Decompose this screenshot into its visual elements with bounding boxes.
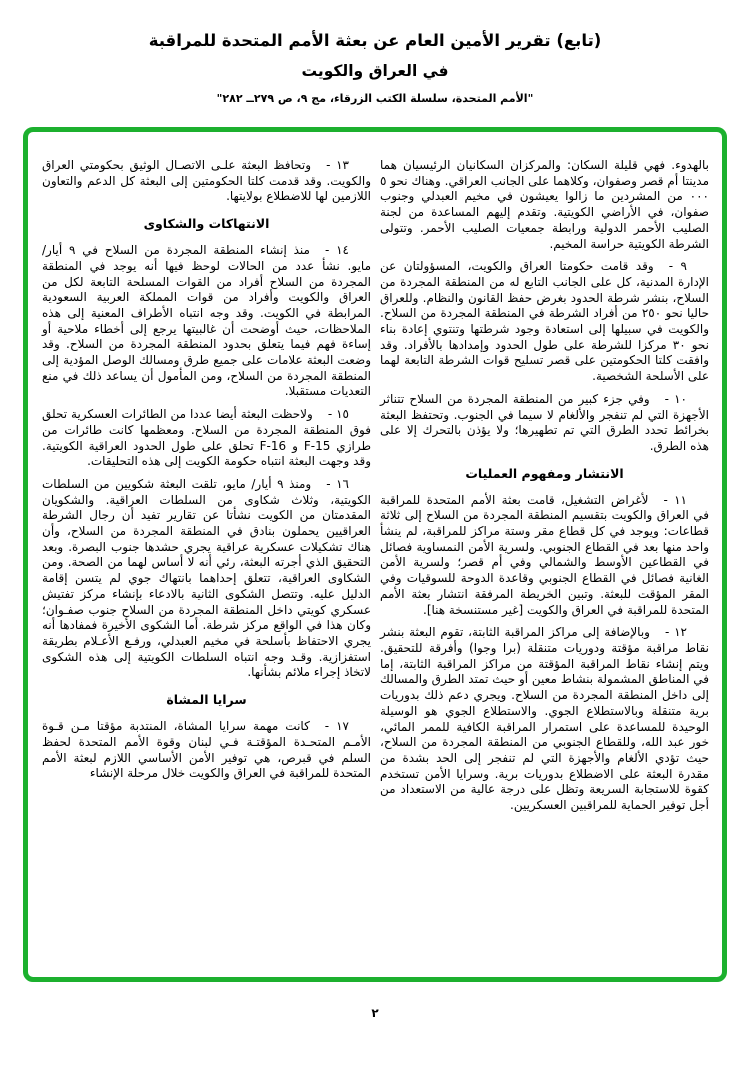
paragraph-text: لأغراض التشغيل، قامت بعثة الأمم المتحدة للمراقبة في العراق والكويت بتقسيم المنطقة المجردة من السلاح إلى ثلاثة قطاعات: ويوجد في كل قطاع مقر وستة مراكز للمراقبة، لم ينشأ واحد منها بعد في القطاع الجنوبي. ولسرية الأمن النمساوية فصائل في القطاعين الأوسط والشمالي وفي أم قصر؛ ولسرية الأمن الغانية فصائل في القطاع الجنوبي وقاعدة الدوحة للسوقيات وفي المقر المؤقت للبعثة. وتبين الخريطة المرفقة انتشار بعثة الأمم المتحدة للمراقبة في العراق والكويت [غير مستنسخة هنا]. bbox=[380, 492, 709, 617]
paragraph-14 bbox=[42, 243, 371, 400]
paragraph-text: وتحافظ البعثة علـى الاتصـال الوثيق بحكومتي العراق والكويت. وقد قدمت كلتا الحكومتين إلى البعثة كل الدعم والتعاون اللازمين لها للاضطلاع بولايتها. bbox=[42, 158, 371, 204]
paragraph-9 bbox=[380, 259, 709, 385]
paragraph-text: وبالإضافة إلى مراكز المراقبة الثابتة، تقوم البعثة بنشر نقاط مراقبة مؤقتة ودوريات متنقلة (برا وجوا) وأفرقة للتحقيق. ويتم إنشاء نقاط المراقبة المؤقتة من مراكز المراقبة الثابتة، إما في المناطق المشمولة بنشاط معين أو حيث تمتد الطرق والمسالك إلى داخل المنطقة المجردة من السلاح. ويجري دعم ذلك بدوريات برية متنقلة وبالاستطلاع الجوي. والاستطلاع الجوي هو الوسيلة الوحيدة للمساعدة على استمرار المراقبة الكافية للممر المائي، خور عبد الله، وللقطاع الجنوبي من المنطقة المجردة من السلاح، حيث تؤدي الألغام والأجهزة التي لم تنفجر إلى الحد بشدة من مقدرة البعثة على الاضطلاع بدوريات برية. وسرايا الأمن تستخدم كقوة للاستجابة السريعة وتظل على درجة عالية من الاستعداد من أجل توفير الحماية للمراقبين العسكريين. bbox=[380, 625, 709, 813]
section-heading-infantry: سرايا المشاة bbox=[166, 692, 247, 708]
paragraph-12 bbox=[380, 625, 709, 813]
paragraph-text: ومنذ ٩ أيار/ مايو، تلقت البعثة شكويين من السلطات الكويتية، وثلاث شكاوى من السلطات العراقية. والشكويان المقدمتان من الكويت نشأتا عن تقارير تفيد أن رجال الشرطة العراقيين يحملون بنادق في المنطقة المجردة من السلاح، وأن هناك تشكيلات عسكرية عراقية يجري حشدها جنوب البصرة. وبعد التحقيق الذي أجرته البعثة، رئي أنه لا أساس لهما من الصحة. ومن الشكاوى العراقية، تتعلق إحداهما بانتهاك جوي لم يتسن إقامة الدليل عليه. وتتصل الشكوى الثانية بالادعاء بإنشاء مركز تفتيش عسكري كويتي داخل المنطقة المجردة من السلاح جنوب صفـوان؛ وكان هذا في الواقع مركز شرطة. أما الشكوى الأخيرة فمفادها أنه يجري الاحتفاظ بأسلحة في مخيم العبدلي، ورفـع الأعـلام بطريقة استفزازية. وقـد وجه انتباه السلطات الكويتية إلى هذه الشكوى لاتخاذ إجراء ملائم بشأنها. bbox=[42, 476, 371, 680]
paragraph-16 bbox=[42, 477, 371, 681]
paragraph-number: ١٣ - bbox=[326, 158, 349, 172]
section-heading-deployment: الانتشار ومفهوم العمليات bbox=[465, 465, 624, 481]
paragraph-text: بالهدوء. فهي قليلة السكان: والمركزان السكانيان الرئيسيان هما مدينتا أم قصر وصفوان، وكلاهما على الجانب العراقي. وهناك نحو ٥ ٠٠٠ من المشردين ما زالوا يعيشون في مخيم العبدلي وجنوب صفوان، في الأراضي الكويتية. وتقدم إليهم المساعدة من لجنة الصليب الأحمر الدولية ورابطة جمعيات الصليب الأحمر. وتتولى الشرطة الكويتية حراسة المخيم. bbox=[380, 158, 709, 251]
section-heading-violations: الانتهاكات والشكاوى bbox=[143, 216, 270, 232]
green-content-frame bbox=[23, 127, 727, 982]
left-column bbox=[42, 158, 371, 821]
right-column bbox=[380, 158, 709, 821]
paragraph-text: كانت مهمة سرايا المشاة، المنتدبة مؤقتا مـن قـوة الأمـم المتحـدة المؤقتـة فـي لبنان وقوة الأمم المتحدة لحفظ السلم في قبرص، هي توفير الأمن الأساسي اللازم لبعثة الأمم المتحدة للمراقبة في العراق والكويت خلال مرحلة الإنشاء bbox=[42, 719, 371, 781]
paragraph-number: ١٥ - bbox=[327, 407, 349, 422]
paragraph-text: وقد قامت حكومتا العراق والكويت، المسؤولتان عن الإدارة المدنية، كل على الجانب التابع له من المنطقة المجردة من السلاح، بنشر شرطة الحدود بغرض حفظ القانون والنظام. وللعراق حاليا نحو ٢٥٠ من أفراد الشرطة في المنطقة المجردة من السلاح. والكويت في سبيلها إلى استعادة وجود شرطتها وتنتوي إعادة بناء نحو ٣٠ مركزا للشرطة على طول الحدود وإمدادها بالأفراد. وقد وافقت كلتا الحكومتين على قصر تسليح قوات الشرطة التابعة لهما على الأسلحة الشخصية. bbox=[380, 259, 709, 384]
two-column-layout bbox=[41, 158, 709, 821]
paragraph-number: ١٢ - bbox=[664, 625, 687, 640]
paragraph-number: ٩ - bbox=[668, 259, 687, 274]
paragraph-number: ١٧ - bbox=[324, 719, 349, 734]
report-title-line1: (تابع) تقرير الأمين العام عن بعثة الأمم المتحدة للمراقبة bbox=[148, 31, 602, 50]
page-header bbox=[0, 30, 750, 105]
paragraph-number: ١٦ - bbox=[326, 476, 349, 491]
paragraph-number: ١٠ - bbox=[664, 391, 687, 406]
paragraph-15 bbox=[42, 407, 371, 470]
paragraph-continuation bbox=[380, 158, 709, 252]
paragraph-10 bbox=[380, 392, 709, 455]
page-number: ٢ bbox=[371, 1006, 379, 1020]
source-citation-line: "الأمم المتحدة، سلسلة الكتب الزرقاء، مج ٩، ص ٢٧٩ــ ٢٨٢" bbox=[216, 92, 534, 106]
report-title-line2: في العراق والكويت bbox=[301, 62, 449, 81]
paragraph-text: منذ إنشاء المنطقة المجردة من السلاح في ٩ أيار/ مايو. نشأ عدد من الحالات لوحظ فيها أنه يوجد في المنطقة المجردة من السلاح أفراد من القوات المسلحة التابعة لكل من العراق والكويت وأفراد من قوات المملكة العربية السعودية المرابطة في الكويت. وقد وجه انتباه الأطراف المعنية إلى هذه الملاحظات، حيث أوضحت أن غالبيتها يرجع إلى أخطاء ملاحية أو إساءة فهم فيما يتعلق بحدود المنطقة المجردة من السلاح. وقد وضعت البعثة علامات على جميع طرق ومسالك الوصل المؤدية إلى المنطقة المجردة من السلاح، ومن المأمول أن يساعد ذلك في منع التعديات مستقبلا. bbox=[42, 243, 371, 399]
paragraph-text: ولاحظت البعثة أيضا عددا من الطائرات العسكرية تحلق فوق المنطقة المجردة من السلاح. ومعظمها كانت طائرات من طرازي F-15 و F-16 تحلق على طول الحدود العراقية الكويتية. وقد وجهت البعثة انتباه حكومة الكويت إلى هذه التحليقات. bbox=[42, 407, 371, 469]
paragraph-17 bbox=[42, 719, 371, 782]
paragraph-number: ١٤ - bbox=[324, 243, 349, 258]
paragraph-text: وفي جزء كبير من المنطقة المجردة من السلاح تتناثر الأجهزة التي لم تنفجر والألغام لا سيما في الجنوب. وتحتفظ البعثة بخرائط تحدد الطرق التي تم تطهيرها؛ ولا يؤذن بالتحرك إلا على هذه الطرق. bbox=[380, 391, 709, 453]
paragraph-13 bbox=[42, 158, 371, 205]
paragraph-number: ١١ - bbox=[663, 492, 687, 507]
paragraph-11 bbox=[380, 493, 709, 619]
